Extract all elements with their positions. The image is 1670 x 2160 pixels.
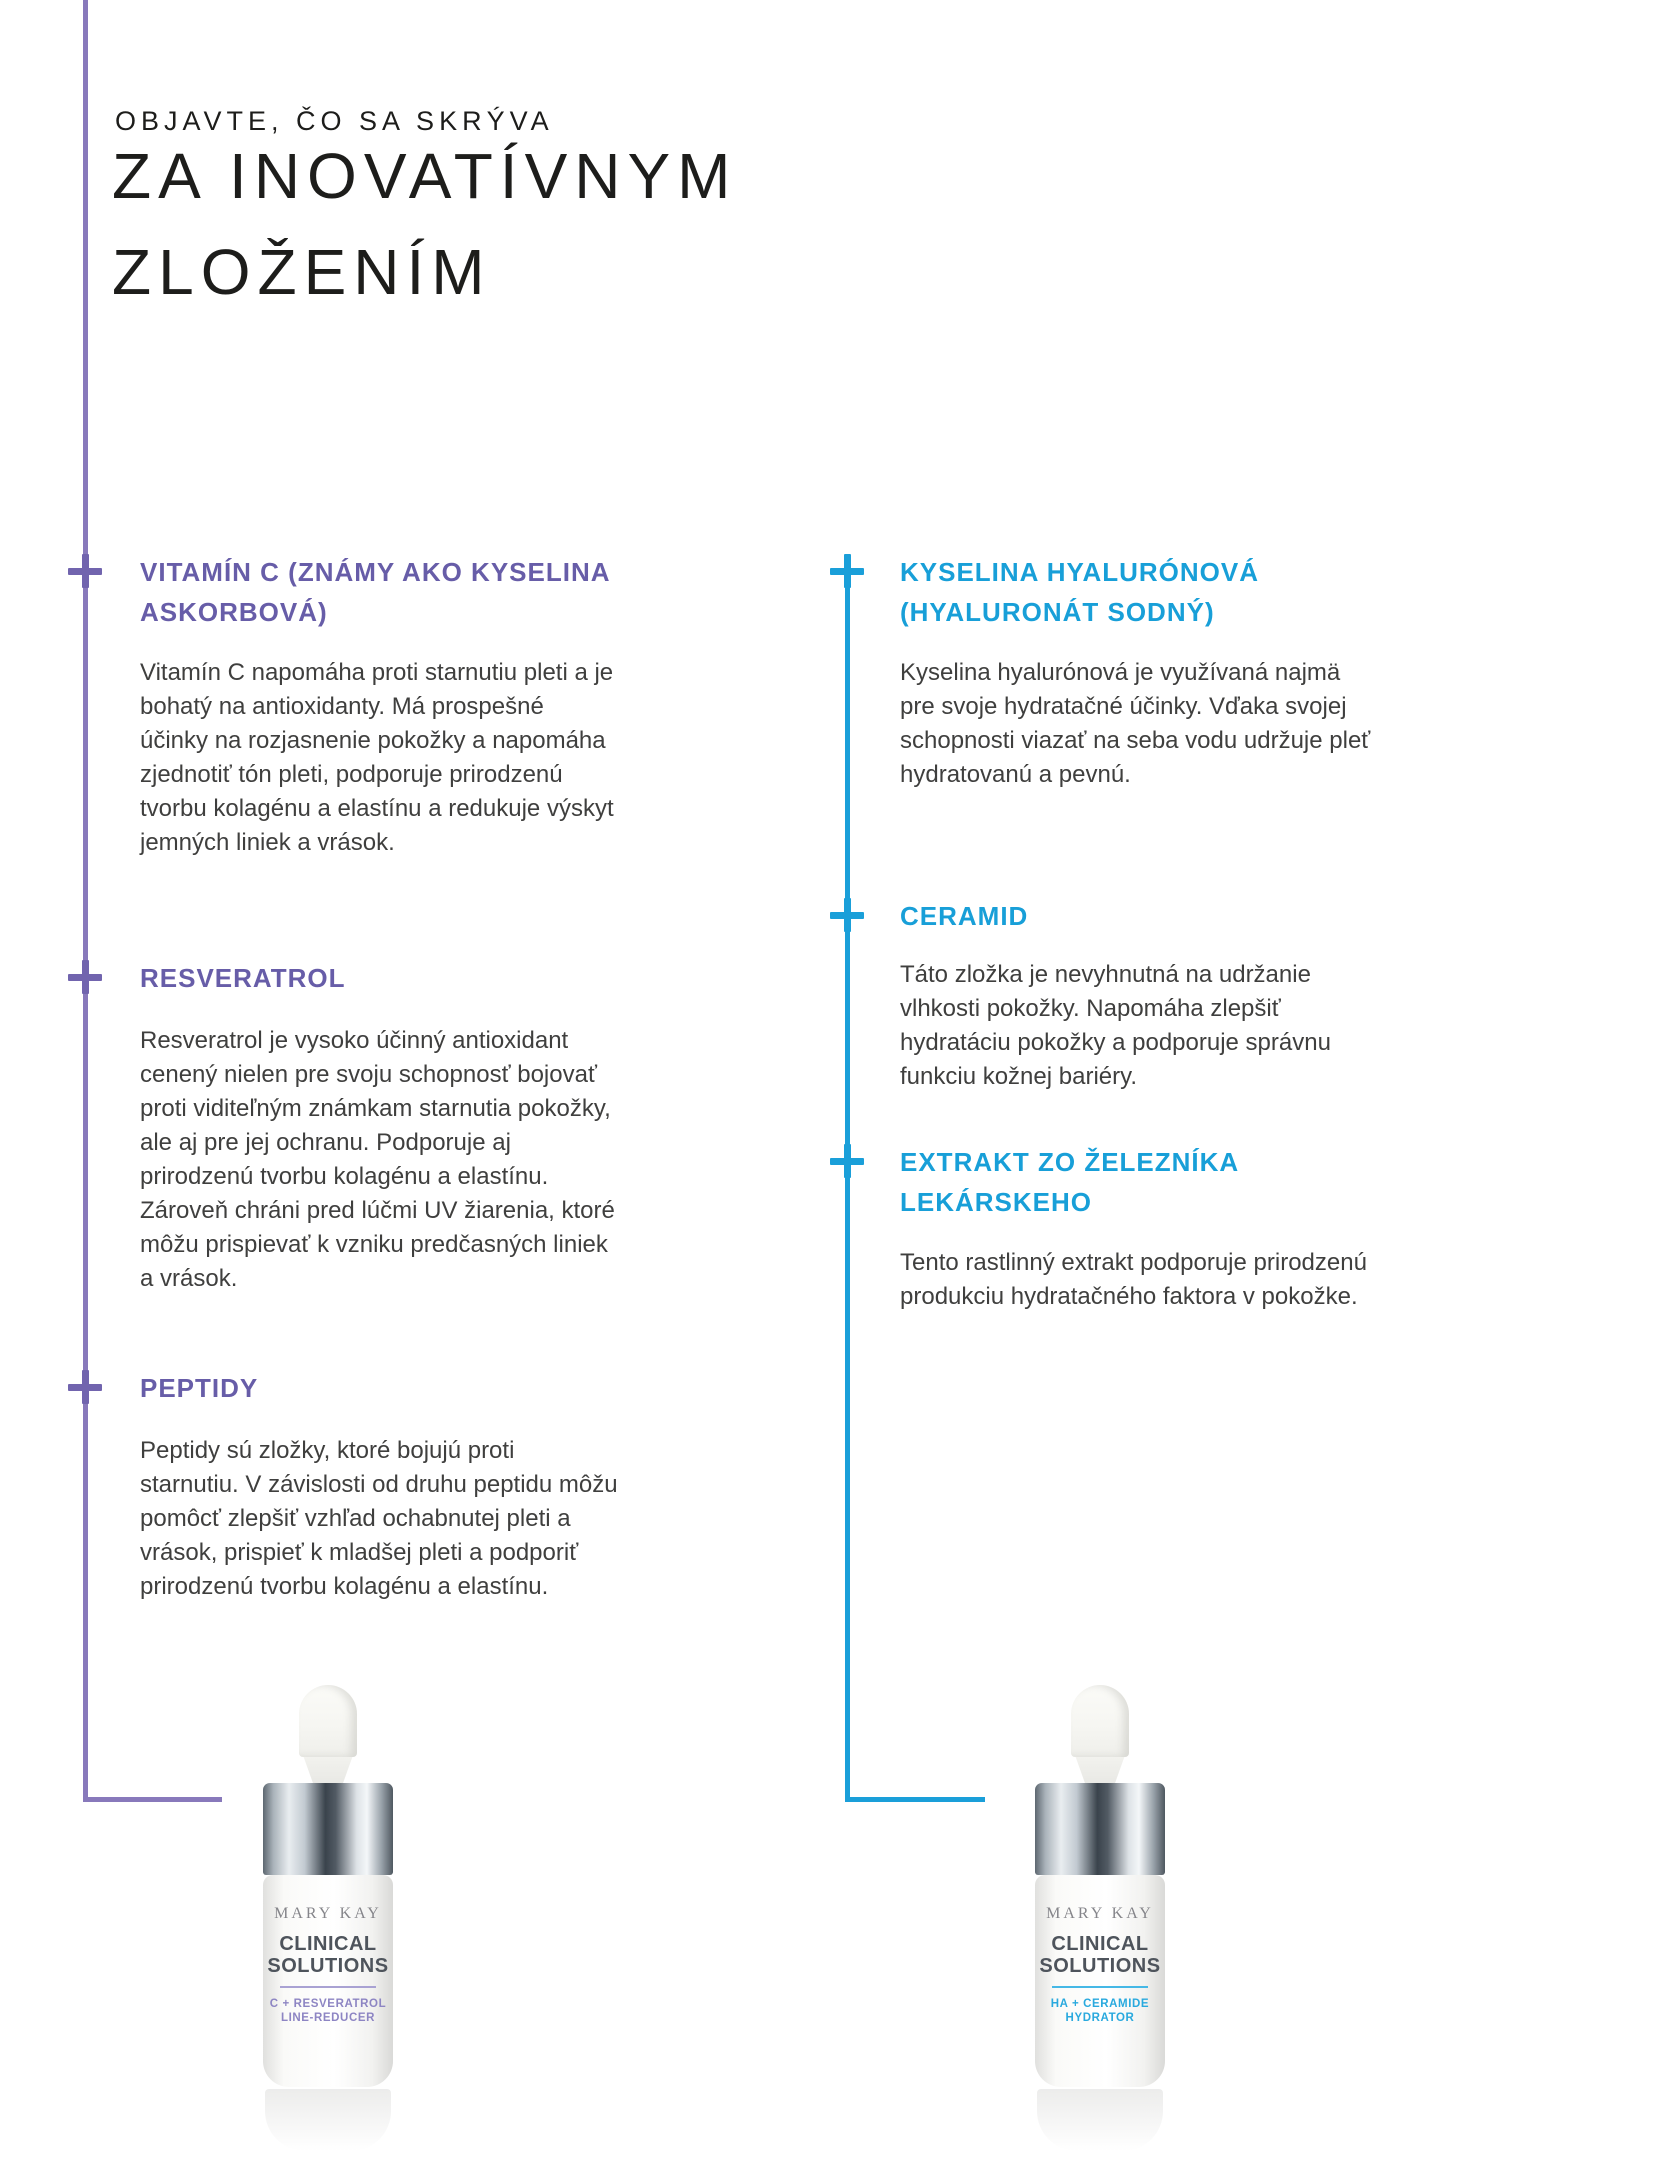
section-heading: PEPTIDY xyxy=(140,1373,259,1403)
product-line-name-line-2: SOLUTIONS xyxy=(267,1955,389,1977)
bottle-reflection xyxy=(265,2089,391,2151)
product-variant-name xyxy=(1035,1997,1165,2025)
product-variant-line-2: LINE-REDUCER xyxy=(280,2012,376,2024)
right-accent-line xyxy=(845,566,850,1802)
ingredient-section-resveratrol xyxy=(140,958,620,1296)
page-eyebrow: OBJAVTE, ČO SA SKRÝVA xyxy=(115,106,554,136)
bottle-cap xyxy=(263,1783,393,1875)
plus-icon xyxy=(830,1144,864,1178)
page-title xyxy=(112,128,737,320)
product-line-name xyxy=(1035,1933,1165,1977)
label-divider xyxy=(1052,1986,1148,1988)
section-body: Kyselina hyalurónová je využívaná najmä pre svoje hydratačné účinky. Vďaka svojej schopnosti viazať na seba vodu udržuje pleť hydratovanú a pevnú. xyxy=(900,659,1371,788)
label-divider xyxy=(280,1986,376,1988)
product-variant-line-1: C + RESVERATROL xyxy=(269,1998,387,2010)
product-variant-name xyxy=(263,1997,393,2025)
plus-icon xyxy=(830,898,864,932)
section-body: Resveratrol je vysoko účinný antioxidant cenený nielen pre svoju schopnosť bojovať proti viditeľným známkam starnutia pokožky, ale aj pre jej ochranu. Podporuje aj prirodzenú tvorbu kolagénu a elastínu. Zároveň chráni pred lúčmi UV žiarenia, ktoré môžu prispievať k vzniku predčasných liniek a vrások. xyxy=(140,1027,615,1292)
page-title-line-2: ZLOŽENÍM xyxy=(112,236,492,308)
bottle-reflection xyxy=(1037,2089,1163,2151)
product-line-name-line-1: CLINICAL xyxy=(279,1933,377,1955)
brand-logo: MARY KAY xyxy=(274,1905,382,1922)
section-heading: CERAMID xyxy=(900,901,1029,931)
section-heading: RESVERATROL xyxy=(140,963,346,993)
section-heading: KYSELINA HYALURÓNOVÁ (HYALURONÁT SODNÝ) xyxy=(900,557,1260,627)
product-line-name xyxy=(263,1933,393,1977)
product-line-name-line-1: CLINICAL xyxy=(1051,1933,1149,1955)
left-accent-line xyxy=(83,0,88,1802)
section-heading: EXTRAKT ZO ŽELEZNÍKA LEKÁRSKEHO xyxy=(900,1147,1239,1217)
product-bottle-c-resveratrol xyxy=(263,1685,393,2151)
dropper-bulb xyxy=(1071,1685,1129,1757)
plus-icon xyxy=(68,960,102,994)
ingredient-section-vitamin-c xyxy=(140,552,620,860)
section-heading: VITAMÍN C (ZNÁMY AKO KYSELINA ASKORBOVÁ) xyxy=(140,557,610,627)
product-variant-line-1: HA + CERAMIDE xyxy=(1050,1998,1150,2010)
product-variant-line-2: HYDRATOR xyxy=(1065,2012,1135,2024)
left-accent-line-foot xyxy=(83,1797,222,1802)
ingredient-section-kyselina-hyaluronova xyxy=(900,552,1380,792)
page-title-line-1: ZA INOVATÍVNYM xyxy=(112,140,738,212)
section-body: Vitamín C napomáha proti starnutiu pleti a je bohatý na antioxidanty. Má prospešné účinky na rozjasnenie pokožky a napomáha zjednotiť tón pleti, podporuje prirodzenú tvorbu kolagénu a elastínu a redukuje výskyt jemných liniek a vrások. xyxy=(140,659,614,856)
section-body: Táto zložka je nevyhnutná na udržanie vlhkosti pokožky. Napomáha zlepšiť hydratáciu pokožky a podporuje správnu funkciu kožnej bariéry. xyxy=(900,961,1331,1090)
section-body: Tento rastlinný extrakt podporuje prirodzenú produkciu hydratačného faktora v pokožke. xyxy=(900,1249,1367,1310)
dropper-stem xyxy=(299,1757,357,1783)
dropper-bulb xyxy=(299,1685,357,1757)
plus-icon xyxy=(830,554,864,588)
product-bottle-ha-ceramide xyxy=(1035,1685,1165,2151)
bottle-body xyxy=(263,1875,393,2087)
right-accent-line-foot xyxy=(845,1797,985,1802)
ingredient-section-extrakt-zo-zeleznika xyxy=(900,1142,1380,1314)
bottle-cap xyxy=(1035,1783,1165,1875)
ingredient-section-peptidy xyxy=(140,1368,620,1604)
plus-icon xyxy=(68,1370,102,1404)
ingredient-section-ceramid xyxy=(900,896,1380,1094)
section-body: Peptidy sú zložky, ktoré bojujú proti starnutiu. V závislosti od druhu peptidu môžu pomôcť zlepšiť vzhľad ochabnutej pleti a vrások, prispieť k mladšej pleti a podporiť prirodzenú tvorbu kolagénu a elastínu. xyxy=(140,1437,618,1600)
dropper-stem xyxy=(1071,1757,1129,1783)
bottle-body xyxy=(1035,1875,1165,2087)
brand-logo: MARY KAY xyxy=(1046,1905,1154,1922)
product-line-name-line-2: SOLUTIONS xyxy=(1039,1955,1161,1977)
plus-icon xyxy=(68,554,102,588)
